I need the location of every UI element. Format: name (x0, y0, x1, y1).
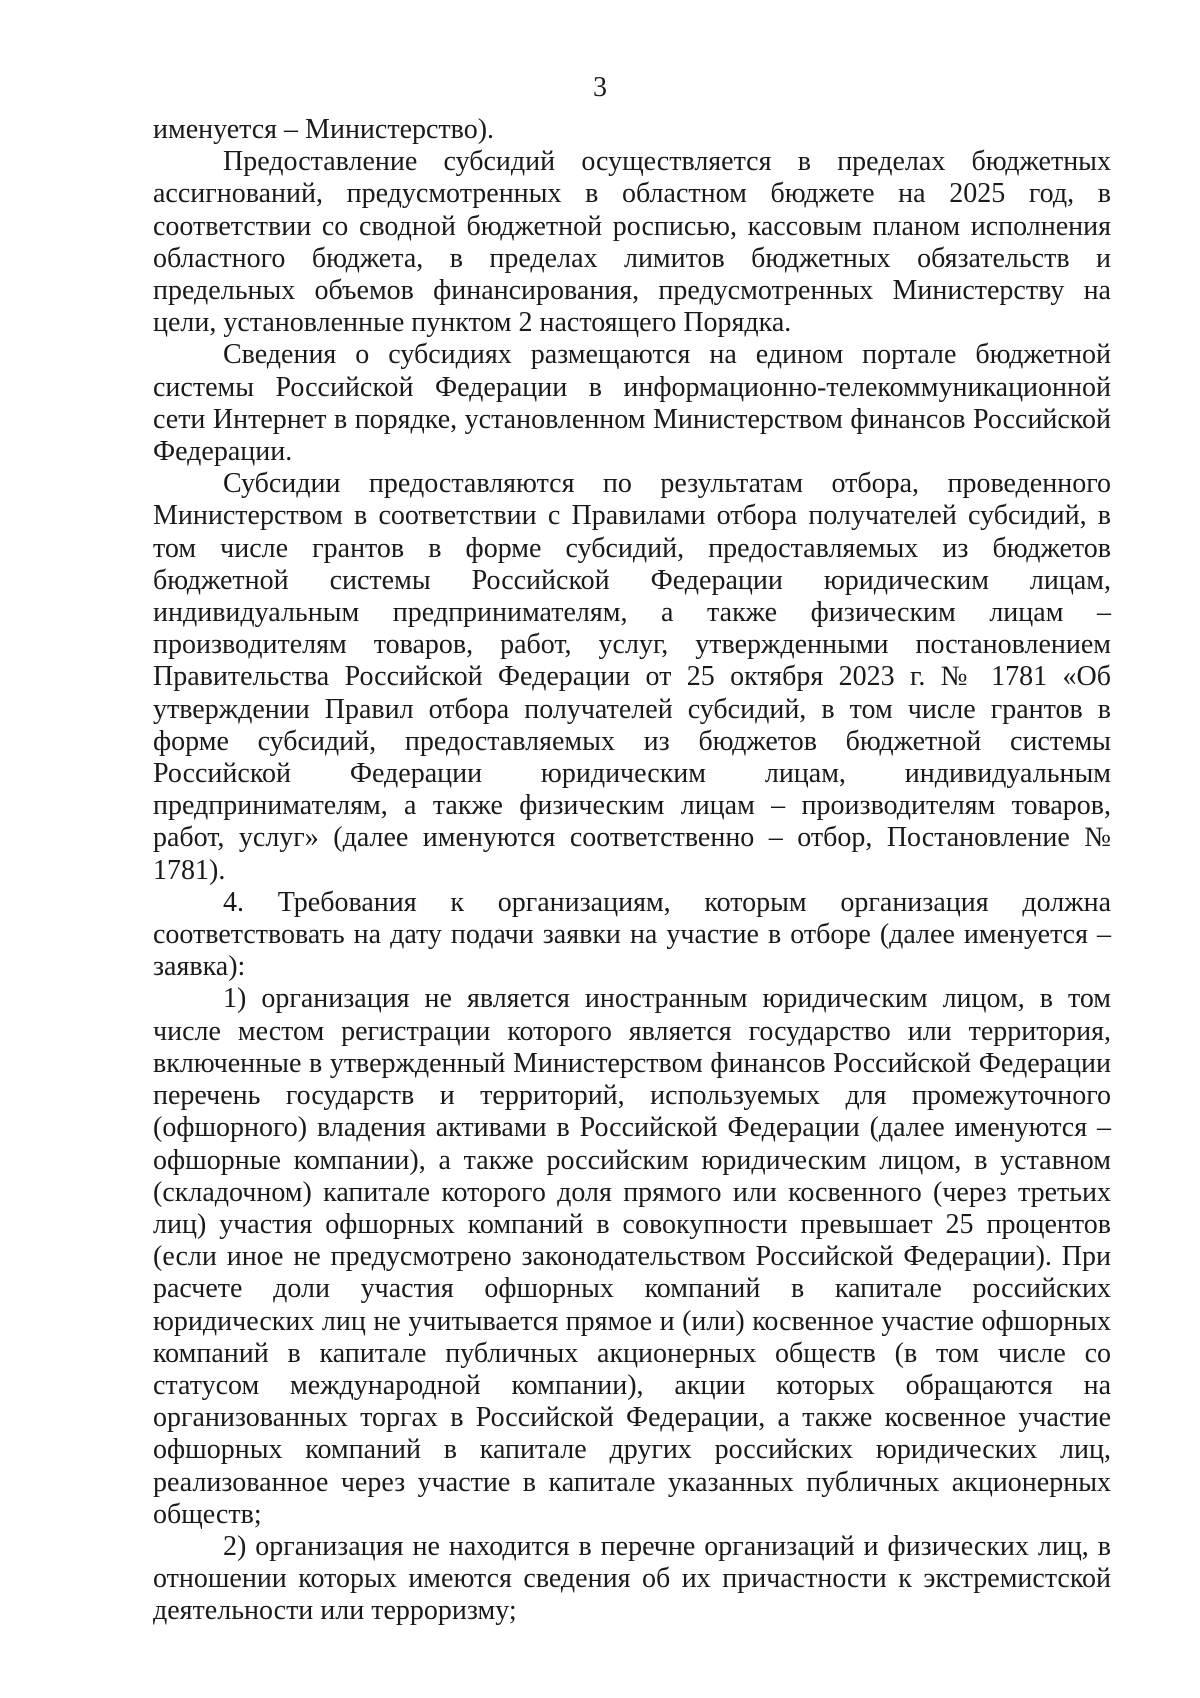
paragraph-subitem-2-extremism: 2) организация не находится в перечне организаций и физических лиц, в отношении которых имеются сведения об их причастности к экстремистской деятельности или терроризму; (153, 1530, 1111, 1627)
paragraph-selection-rules: Субсидии предоставляются по результатам отбора, проведенного Министерством в соответствии с Правилами отбора получателей субсидий, в том числе грантов в форме субсидий, предоставляемых из бюджетов бюджетной системы Российской Федерации юридическим лицам, индивидуальным предпринимателям, а также физическим лицам – производителям товаров, работ, услуг, утвержденными постановлением Правительства Российской Федерации от 25 октября 2023 г. № 1781 «Об утверждении Правил отбора получателей субсидий, в том числе грантов в форме субсидий, предоставляемых из бюджетов бюджетной системы Российской Федерации юридическим лицам, индивидуальным предпринимателям, а также физическим лицам – производителям товаров, работ, услуг» (далее именуются соответственно – отбор, Постановление № 1781). (153, 468, 1111, 886)
paragraph-continuation: именуется – Министерство). (153, 114, 495, 145)
paragraph-subsidy-funding: Предоставление субсидий осуществляется в пределах бюджетных ассигнований, предусмотренных в областном бюджете на 2025 год, в соответствии со сводной бюджетной росписью, кассовым планом исполнения областного бюджета, в пределах лимитов бюджетных обязательств и предельных объемов финансирования, предусмотренных Министерству на цели, установленные пунктом 2 настоящего Порядка. (153, 146, 1111, 339)
page-number: 3 (593, 72, 607, 103)
paragraph-subitem-1-offshore: 1) организация не является иностранным юридическим лицом, в том числе местом регистрации которого является государство или территория, включенные в утвержденный Министерством финансов Российской Федерации перечень государств и территорий, используемых для промежуточного (офшорного) владения активами в Российской Федерации (далее именуются – офшорные компании), а также российским юридическим лицом, в уставном (складочном) капитале которого доля прямого или косвенного (через третьих лиц) участия офшорных компаний в совокупности превышает 25 процентов (если иное не предусмотрено законодательством Российской Федерации). При расчете доли участия офшорных компаний в капитале российских юридических лиц не учитывается прямое и (или) косвенное участие офшорных компаний в капитале публичных акционерных обществ (в том числе со статусом международной компании), акции которых обращаются на организованных торгах в Российской Федерации, а также косвенное участие офшорных компаний в капитале других российских юридических лиц, реализованное через участие в капитале указанных публичных акционерных обществ; (153, 983, 1111, 1530)
paragraph-item-4-requirements: 4. Требования к организациям, которым организация должна соответствовать на дату подачи заявки на участие в отборе (далее именуется – заявка): (153, 886, 1111, 983)
paragraph-subsidy-info-portal: Сведения о субсидиях размещаются на едином портале бюджетной системы Российской Федерации в информационно-телекоммуникационной сети Интернет в порядке, установленном Министерством финансов Российской Федерации. (153, 339, 1111, 468)
document-body (153, 114, 1111, 1628)
